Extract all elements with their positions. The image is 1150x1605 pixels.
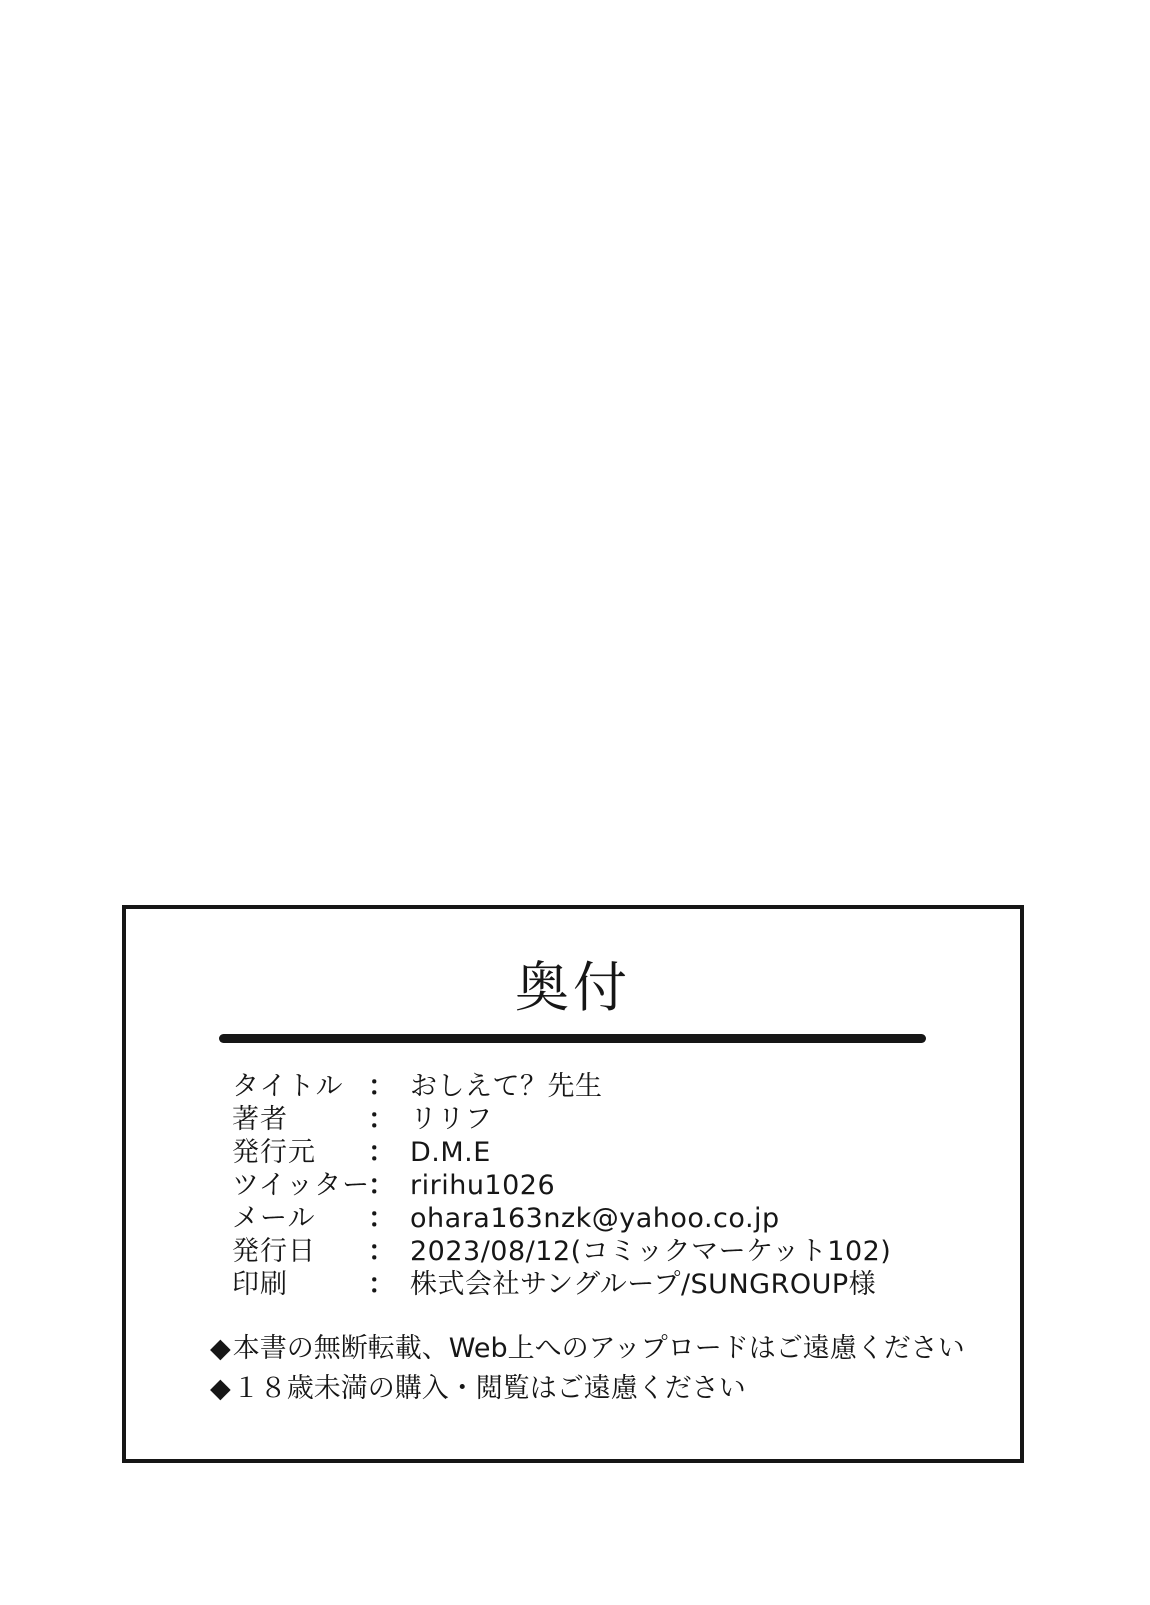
- info-value: リリフ: [410, 1104, 493, 1135]
- info-value: 株式会社サングループ/SUNGROUP様: [410, 1269, 877, 1300]
- info-separator: ：: [368, 1203, 395, 1234]
- info-label: ツイッター: [232, 1170, 371, 1201]
- diamond-bullet-icon: ◆: [210, 1333, 231, 1364]
- info-label: 発行日: [232, 1236, 316, 1267]
- note-text: 本書の無断転載、Web上へのアップロードはご遠慮ください: [232, 1333, 965, 1364]
- info-separator: ：: [368, 1104, 395, 1135]
- info-row-publisher: [232, 1136, 990, 1169]
- info-value: D.M.E: [410, 1137, 491, 1168]
- info-value: ohara163nzk@yahoo.co.jp: [410, 1203, 780, 1234]
- note-age-restriction: [210, 1369, 1000, 1409]
- disclaimer-notes: [210, 1329, 1000, 1409]
- info-row-twitter: [232, 1169, 990, 1202]
- info-row-publication-date: [232, 1235, 990, 1268]
- diamond-bullet-icon: ◆: [210, 1373, 231, 1404]
- info-row-email: [232, 1202, 990, 1235]
- info-label: タイトル: [232, 1071, 344, 1102]
- info-value: おしえて？先生: [410, 1071, 603, 1102]
- note-no-reupload: [210, 1329, 1000, 1369]
- colophon-box: [122, 905, 1024, 1463]
- info-label: 印刷: [232, 1269, 288, 1300]
- info-value: ririhu1026: [410, 1170, 556, 1201]
- info-separator: ：: [368, 1170, 395, 1201]
- info-row-printer: [232, 1268, 990, 1301]
- note-text: １８歳未満の購入・閲覧はご遠慮ください: [232, 1373, 746, 1404]
- info-label: メール: [232, 1203, 316, 1234]
- info-separator: ：: [368, 1137, 395, 1168]
- info-label: 発行元: [232, 1137, 316, 1168]
- heading-divider-rule: [219, 1034, 926, 1043]
- info-separator: ：: [368, 1269, 395, 1300]
- info-value: 2023/08/12(コミックマーケット102): [410, 1236, 892, 1267]
- colophon-heading: 奥付: [515, 956, 631, 1019]
- info-row-author: [232, 1103, 990, 1136]
- info-separator: ：: [368, 1071, 395, 1102]
- colophon-info-list: [232, 1070, 990, 1301]
- info-row-title: [232, 1070, 990, 1103]
- info-label: 著者: [232, 1104, 288, 1135]
- info-separator: ：: [368, 1236, 395, 1267]
